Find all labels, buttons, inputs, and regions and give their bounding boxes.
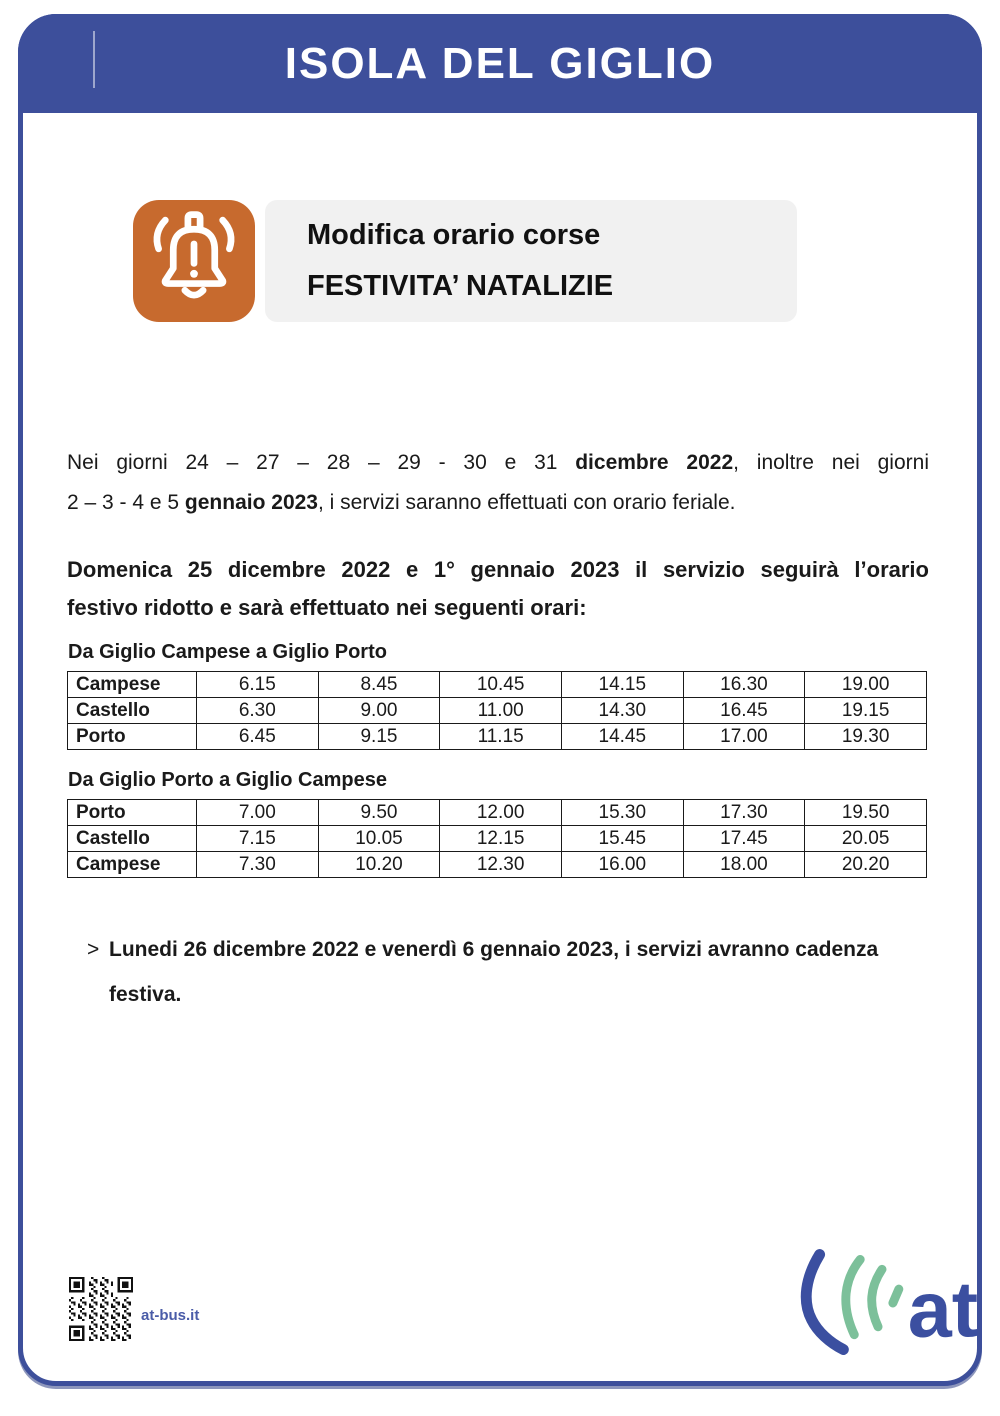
time-cell: 15.30 <box>561 800 683 826</box>
stop-name-cell: Porto <box>68 800 197 826</box>
stop-name-cell: Campese <box>68 672 197 698</box>
time-cell: 11.00 <box>440 698 562 724</box>
stop-name-cell: Porto <box>68 724 197 750</box>
bell-alert-icon <box>133 200 255 322</box>
intro-text: 2 – 3 - 4 e 5 <box>67 491 185 514</box>
alert-title-line1: Modifica orario corse <box>307 218 601 251</box>
table-row <box>68 826 927 852</box>
intro-bold-date: gennaio 2023 <box>184 491 318 514</box>
time-cell: 10.05 <box>318 826 440 852</box>
time-cell: 17.30 <box>683 800 805 826</box>
bullet-line-2: festiva. <box>109 983 182 1006</box>
stop-name-cell: Castello <box>68 698 197 724</box>
holiday-notice-paragraph <box>67 551 929 627</box>
alert-bell-badge <box>133 200 255 322</box>
bullet-marker: > <box>87 938 100 961</box>
time-cell: 15.45 <box>561 826 683 852</box>
schedule-table-campese-to-porto <box>67 671 927 750</box>
bullet-note <box>87 927 945 1017</box>
table-row <box>68 672 927 698</box>
time-cell: 17.45 <box>683 826 805 852</box>
time-cell: 16.00 <box>561 852 683 878</box>
time-cell: 19.50 <box>805 800 927 826</box>
bullet-text <box>109 927 878 1017</box>
time-cell: 14.45 <box>561 724 683 750</box>
bullet-line-1: Lunedi 26 dicembre 2022 e venerdì 6 gennaio 2023, i servizi avranno cadenza <box>109 938 879 961</box>
notice-card <box>18 14 982 1386</box>
intro-line-2 <box>67 483 929 523</box>
time-cell: 20.20 <box>805 852 927 878</box>
qr-code <box>69 1277 133 1341</box>
table-row <box>68 724 927 750</box>
time-cell: 12.15 <box>440 826 562 852</box>
schedule-table-porto-to-campese <box>67 799 927 878</box>
time-cell: 11.15 <box>440 724 562 750</box>
time-cell: 20.05 <box>805 826 927 852</box>
time-cell: 19.00 <box>805 672 927 698</box>
qr-link-label: at-bus.it <box>141 1307 200 1324</box>
time-cell: 18.00 <box>683 852 805 878</box>
page-title: ISOLA DEL GIGLIO <box>284 39 716 88</box>
at-logo <box>783 1247 981 1359</box>
table-caption-campese-to-porto: Da Giglio Campese a Giglio Porto <box>68 641 387 663</box>
intro-text: Nei giorni 24 – 27 – 28 – 29 - 30 e 31 <box>67 451 576 474</box>
time-cell: 7.30 <box>197 852 319 878</box>
time-cell: 10.45 <box>440 672 562 698</box>
alert-title-line2: FESTIVITA’ NATALIZIE <box>307 270 614 303</box>
time-cell: 8.45 <box>318 672 440 698</box>
time-cell: 7.00 <box>197 800 319 826</box>
time-cell: 12.30 <box>440 852 562 878</box>
time-cell: 9.00 <box>318 698 440 724</box>
time-cell: 19.30 <box>805 724 927 750</box>
notice-line-1: Domenica 25 dicembre 2022 e 1° gennaio 2023 il servizio seguirà l’orario <box>67 557 929 582</box>
time-cell: 6.45 <box>197 724 319 750</box>
alert-panel <box>265 200 797 322</box>
time-cell: 16.45 <box>683 698 805 724</box>
time-cell: 12.00 <box>440 800 562 826</box>
time-cell: 19.15 <box>805 698 927 724</box>
time-cell: 14.15 <box>561 672 683 698</box>
intro-line-1 <box>67 443 929 483</box>
time-cell: 6.15 <box>197 672 319 698</box>
time-cell: 10.20 <box>318 852 440 878</box>
intro-text: , inoltre nei giorni <box>733 451 929 474</box>
intro-bold-date: dicembre 2022 <box>575 451 734 474</box>
notice-line-2: festivo ridotto e sarà effettuato nei seguenti orari: <box>67 595 587 620</box>
time-cell: 7.15 <box>197 826 319 852</box>
stop-name-cell: Campese <box>68 852 197 878</box>
table-row <box>68 698 927 724</box>
table-row <box>68 852 927 878</box>
header-accent-line <box>93 31 95 88</box>
stop-name-cell: Castello <box>68 826 197 852</box>
time-cell: 17.00 <box>683 724 805 750</box>
logo-text: at <box>907 1264 979 1354</box>
table-row <box>68 800 927 826</box>
intro-paragraph <box>67 443 929 523</box>
table-caption-porto-to-campese: Da Giglio Porto a Giglio Campese <box>68 769 387 791</box>
time-cell: 16.30 <box>683 672 805 698</box>
time-cell: 9.50 <box>318 800 440 826</box>
time-cell: 6.30 <box>197 698 319 724</box>
page-header <box>18 14 982 113</box>
intro-text: , i servizi saranno effettuati con orario feriale. <box>317 491 736 514</box>
time-cell: 14.30 <box>561 698 683 724</box>
time-cell: 9.15 <box>318 724 440 750</box>
